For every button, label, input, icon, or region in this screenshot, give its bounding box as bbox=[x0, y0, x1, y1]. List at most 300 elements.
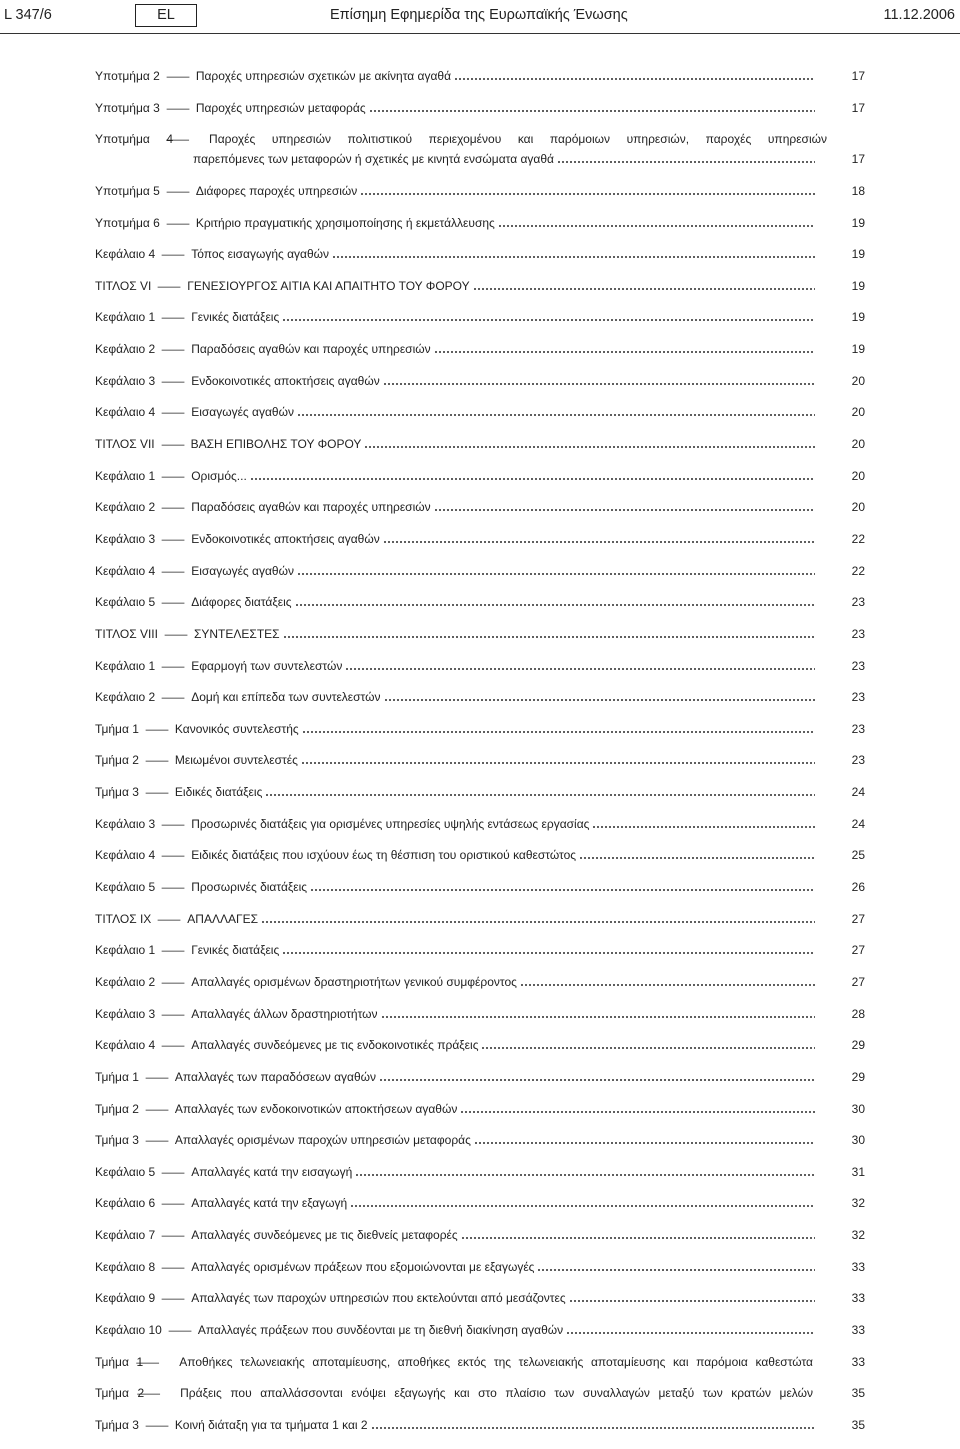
dot-leader bbox=[475, 1142, 815, 1144]
dash-separator: — bbox=[145, 1133, 169, 1148]
toc-entry-title: Απαλλαγές των παροχών υπηρεσιών που εκτελούνται από μεσάζοντες bbox=[191, 1291, 566, 1306]
toc-entry-title: Απαλλαγές κατά την εξαγωγή bbox=[191, 1196, 348, 1211]
toc-entry-prefix: Κεφάλαιο 2 bbox=[95, 690, 156, 705]
toc-entry-prefix: Τμήμα 1 bbox=[95, 721, 139, 736]
toc-entry-page: 20 bbox=[851, 373, 865, 388]
toc-entry-prefix: Κεφάλαιο 10 bbox=[95, 1322, 162, 1337]
dot-leader bbox=[435, 509, 815, 511]
toc-entry-label bbox=[95, 1132, 471, 1148]
toc-entry-page: 27 bbox=[851, 974, 865, 989]
toc-entry-page: 19 bbox=[851, 215, 865, 230]
toc-entry-title-continued: παρεπόμενες των μεταφορών ή σχετικές με κινητά ενσώματα αγαθά bbox=[193, 152, 554, 167]
dash-separator: — bbox=[161, 690, 185, 705]
toc-entry-title: Παραδόσεις αγαθών και παροχές υπηρεσιών bbox=[191, 500, 431, 515]
toc-entry-title: Διάφορες διατάξεις bbox=[191, 595, 292, 610]
toc-entry-prefix: Κεφάλαιο 2 bbox=[95, 974, 156, 989]
dot-leader bbox=[474, 288, 815, 290]
language-badge: EL bbox=[135, 4, 197, 27]
toc-entry-prefix: Κεφάλαιο 2 bbox=[95, 500, 156, 515]
toc-entry-label bbox=[95, 373, 380, 389]
dash-separator: — bbox=[161, 1228, 185, 1243]
dash-separator: — bbox=[161, 1196, 185, 1211]
toc-entry-prefix: Κεφάλαιο 9 bbox=[95, 1291, 156, 1306]
dash-separator: — bbox=[145, 753, 169, 768]
dash-separator: — bbox=[161, 373, 185, 388]
toc-entry-prefix: Κεφάλαιο 5 bbox=[95, 1164, 156, 1179]
dash-separator: — bbox=[168, 1322, 192, 1337]
dash-separator: — bbox=[157, 911, 181, 926]
dash-separator: — bbox=[161, 880, 185, 895]
toc-entry-title: Ειδικές διατάξεις bbox=[174, 785, 263, 800]
toc-entry bbox=[95, 1227, 865, 1243]
toc-entry-page: 29 bbox=[851, 1038, 865, 1053]
dot-leader bbox=[346, 668, 815, 670]
toc-entry bbox=[95, 784, 865, 800]
toc-entry-title: Παροχές υπηρεσιών πολιτιστικού περιεχομένου και παρόμοιων υπηρεσιών, παροχές υπηρεσιών bbox=[209, 132, 827, 147]
toc-entry-prefix: Κεφάλαιο 2 bbox=[95, 342, 156, 357]
toc-entry-page: 29 bbox=[851, 1069, 865, 1084]
toc-entry-prefix: Υποτμήμα 6 bbox=[95, 215, 160, 230]
dot-leader bbox=[382, 1016, 815, 1018]
dash-separator: — bbox=[161, 342, 185, 357]
toc-entry-page: 23 bbox=[851, 721, 865, 736]
toc-entry-label bbox=[95, 847, 576, 863]
dash-separator: — bbox=[145, 785, 169, 800]
toc-entry-prefix: ΤΙΤΛΟΣ IX bbox=[95, 911, 152, 926]
toc-entry-page: 26 bbox=[851, 880, 865, 895]
toc-entry-label bbox=[95, 1290, 566, 1306]
toc-entry-prefix: Υποτμήμα 3 bbox=[95, 100, 160, 115]
dash-separator: — bbox=[166, 132, 190, 147]
toc-entry-page: 20 bbox=[851, 405, 865, 420]
toc-entry-page: 23 bbox=[851, 690, 865, 705]
toc-entry-page: 22 bbox=[851, 563, 865, 578]
dot-leader bbox=[538, 1269, 815, 1271]
header-rule bbox=[0, 33, 960, 34]
toc-entry-prefix: Κεφάλαιο 5 bbox=[95, 880, 156, 895]
dot-leader bbox=[593, 826, 815, 828]
toc-entry-page: 33 bbox=[851, 1354, 865, 1369]
toc-entry-title: Παραδόσεις αγαθών και παροχές υπηρεσιών bbox=[191, 342, 431, 357]
toc-entry-prefix: ΤΙΤΛΟΣ VI bbox=[95, 278, 152, 293]
dot-leader bbox=[385, 699, 816, 701]
toc-entry-prefix: Κεφάλαιο 7 bbox=[95, 1228, 156, 1243]
dot-leader bbox=[558, 161, 815, 163]
toc-entry-prefix: Κεφάλαιο 3 bbox=[95, 373, 156, 388]
toc-entry bbox=[95, 879, 865, 895]
dash-separator: — bbox=[145, 721, 169, 736]
dash-separator: — bbox=[161, 1038, 185, 1053]
toc-entry-title: Ενδοκοινοτικές αποκτήσεις αγαθών bbox=[191, 531, 380, 546]
toc-entry bbox=[95, 752, 865, 768]
dot-leader bbox=[351, 1205, 815, 1207]
toc-entry-label bbox=[95, 658, 342, 674]
toc-entry-page: 24 bbox=[851, 785, 865, 800]
toc-entry-label bbox=[95, 1385, 813, 1401]
toc-entry bbox=[95, 942, 865, 958]
dash-separator: — bbox=[157, 278, 181, 293]
toc-entry-prefix: Τμήμα 1 bbox=[95, 1354, 144, 1369]
toc-entry-title: Ειδικές διατάξεις που ισχύουν έως τη θέσπιση του οριστικού καθεστώτος bbox=[191, 848, 577, 863]
dash-separator: — bbox=[161, 848, 185, 863]
toc-entry-page: 24 bbox=[851, 816, 865, 831]
toc-entry bbox=[95, 911, 865, 927]
toc-entry-label bbox=[95, 1164, 352, 1180]
toc-entry-label bbox=[95, 531, 380, 547]
issue-date: 11.12.2006 bbox=[883, 7, 955, 23]
dash-separator: — bbox=[161, 468, 185, 483]
dot-leader bbox=[266, 794, 815, 796]
toc-entry-page: 33 bbox=[851, 1259, 865, 1274]
toc-entry bbox=[95, 468, 865, 484]
dash-separator: — bbox=[166, 100, 190, 115]
dot-leader bbox=[570, 1300, 815, 1302]
toc-entry bbox=[95, 1322, 865, 1338]
toc-entry-label bbox=[95, 626, 280, 642]
dot-leader bbox=[380, 1079, 815, 1081]
dot-leader bbox=[521, 984, 815, 986]
toc-entry bbox=[95, 373, 865, 389]
toc-entry-title: Απαλλαγές άλλων δραστηριοτήτων bbox=[191, 1006, 378, 1021]
toc-entry-prefix: ΤΙΤΛΟΣ VIII bbox=[95, 626, 158, 641]
dot-leader bbox=[384, 383, 815, 385]
dash-separator: — bbox=[166, 69, 190, 83]
toc-entry bbox=[95, 246, 865, 262]
toc-entry-title: Παροχές υπηρεσιών μεταφοράς bbox=[195, 100, 366, 115]
toc-entry-page: 31 bbox=[851, 1164, 865, 1179]
toc-entry-page: 30 bbox=[851, 1101, 865, 1116]
toc-entry-label bbox=[95, 816, 589, 832]
toc-entry-prefix: Κεφάλαιο 3 bbox=[95, 816, 156, 831]
toc-entry-title: Απαλλαγές ορισμένων πράξεων που εξομοιώνονται με εξαγωγές bbox=[191, 1259, 535, 1274]
toc-entry-prefix: Τμήμα 2 bbox=[95, 753, 139, 768]
toc-entry-label bbox=[95, 100, 366, 116]
toc-entry-page: 23 bbox=[851, 658, 865, 673]
toc-entry-title: Τόπος εισαγωγής αγαθών bbox=[191, 247, 330, 262]
toc-entry-page: 28 bbox=[851, 1006, 865, 1021]
toc-entry-title: Απαλλαγές ορισμένων δραστηριοτήτων γενικού συμφέροντος bbox=[191, 974, 517, 989]
toc-entry-page: 20 bbox=[851, 500, 865, 515]
toc-entry-page: 17 bbox=[851, 100, 865, 115]
toc-entry-prefix: Υποτμήμα 5 bbox=[95, 183, 160, 198]
toc-entry bbox=[95, 626, 865, 642]
dash-separator: — bbox=[161, 974, 185, 989]
dot-leader bbox=[298, 573, 815, 575]
toc-entry bbox=[95, 1385, 865, 1401]
toc-entry-title: Απαλλαγές των ενδοκοινοτικών αποκτήσεων αγαθών bbox=[174, 1101, 458, 1116]
toc-entry-line bbox=[95, 151, 865, 167]
toc-entry-title: Απαλλαγές κατά την εισαγωγή bbox=[191, 1164, 353, 1179]
toc-entry-prefix: Κεφάλαιο 1 bbox=[95, 310, 156, 325]
toc-entry bbox=[95, 1069, 865, 1085]
toc-entry-page: 27 bbox=[851, 943, 865, 958]
toc-entry-title: Κριτήριο πραγματικής χρησιμοποίησης ή εκμετάλλευσης bbox=[195, 215, 495, 230]
toc-entry-title: ΒΑΣΗ ΕΠΙΒΟΛΗΣ ΤΟΥ ΦΟΡΟΥ bbox=[190, 437, 362, 452]
toc-entry-prefix: Κεφάλαιο 4 bbox=[95, 848, 156, 863]
toc-entry-prefix: Κεφάλαιο 8 bbox=[95, 1259, 156, 1274]
toc-entry-title: Απαλλαγές ορισμένων παροχών υπηρεσιών μεταφοράς bbox=[174, 1133, 471, 1148]
toc-entry-page: 19 bbox=[851, 278, 865, 293]
toc-entry-label bbox=[95, 246, 329, 262]
toc-entry-title: Μειωμένοι συντελεστές bbox=[174, 753, 298, 768]
toc-entry-label bbox=[95, 1195, 347, 1211]
table-of-contents bbox=[95, 68, 865, 1449]
dash-separator: — bbox=[161, 1259, 185, 1274]
toc-entry bbox=[95, 183, 865, 199]
toc-entry bbox=[95, 1037, 865, 1053]
dot-leader bbox=[435, 351, 815, 353]
dot-leader bbox=[455, 78, 815, 80]
dot-leader bbox=[365, 446, 815, 448]
toc-entry-prefix: Τμήμα 1 bbox=[95, 1069, 139, 1084]
toc-entry-label bbox=[95, 309, 279, 325]
dot-leader bbox=[356, 1174, 815, 1176]
toc-entry bbox=[95, 215, 865, 231]
toc-entry-title: Απαλλαγές των παραδόσεων αγαθών bbox=[174, 1069, 376, 1084]
toc-entry-title: ΑΠΑΛΛΑΓΕΣ bbox=[187, 911, 259, 926]
toc-entry-label bbox=[95, 68, 451, 84]
dash-separator: — bbox=[136, 1354, 160, 1369]
toc-entry bbox=[95, 974, 865, 990]
toc-entry-title: Εισαγωγές αγαθών bbox=[191, 405, 294, 420]
dot-leader bbox=[333, 256, 815, 258]
toc-entry-label bbox=[95, 1354, 813, 1370]
toc-entry-prefix: Κεφάλαιο 5 bbox=[95, 595, 156, 610]
toc-entry bbox=[95, 404, 865, 420]
dot-leader bbox=[283, 319, 815, 321]
toc-entry-title: Εισαγωγές αγαθών bbox=[191, 563, 294, 578]
toc-entry-label bbox=[95, 1069, 376, 1085]
dot-leader bbox=[284, 636, 815, 638]
dash-separator: — bbox=[166, 183, 190, 198]
toc-entry-label bbox=[95, 1259, 534, 1275]
dot-leader bbox=[302, 762, 815, 764]
toc-entry-prefix: Υποτμήμα 4 bbox=[95, 132, 174, 147]
toc-entry-prefix: Υποτμήμα 2 bbox=[95, 69, 160, 83]
toc-entry-label bbox=[95, 278, 470, 294]
toc-entry bbox=[95, 531, 865, 547]
dash-separator: — bbox=[161, 247, 185, 262]
toc-entry-label bbox=[95, 594, 292, 610]
dash-separator: — bbox=[161, 943, 185, 958]
toc-entry-title: Αποθήκες τελωνειακής αποταμίευσης, αποθήκες εκτός της τελωνειακής αποταμίευσης και παρόμοια καθεστώτα bbox=[179, 1354, 813, 1369]
dot-leader bbox=[370, 110, 815, 112]
toc-entry bbox=[95, 309, 865, 325]
toc-entry-title: Κοινή διάταξη για τα τμήματα 1 και 2 bbox=[174, 1417, 368, 1432]
dash-separator: — bbox=[145, 1417, 169, 1432]
toc-entry bbox=[95, 499, 865, 515]
toc-entry bbox=[95, 847, 865, 863]
toc-entry bbox=[95, 1006, 865, 1022]
toc-entry bbox=[95, 436, 865, 452]
dash-separator: — bbox=[161, 1164, 185, 1179]
toc-entry bbox=[95, 689, 865, 705]
toc-entry-prefix: Τμήμα 3 bbox=[95, 1417, 139, 1432]
dash-separator: — bbox=[161, 1006, 185, 1021]
toc-entry bbox=[95, 1132, 865, 1148]
dash-separator: — bbox=[161, 437, 185, 452]
toc-entry-page: 32 bbox=[851, 1228, 865, 1243]
dot-leader bbox=[567, 1332, 815, 1334]
dash-separator: — bbox=[161, 563, 185, 578]
toc-entry-page: 20 bbox=[851, 437, 865, 452]
toc-entry-prefix: Κεφάλαιο 4 bbox=[95, 405, 156, 420]
toc-entry-prefix: Τμήμα 3 bbox=[95, 1133, 139, 1148]
toc-entry-prefix: Κεφάλαιο 1 bbox=[95, 943, 156, 958]
toc-entry-title: Γενικές διατάξεις bbox=[191, 943, 280, 958]
toc-entry-label bbox=[95, 1417, 368, 1433]
dot-leader bbox=[372, 1427, 815, 1429]
toc-entry bbox=[95, 1354, 865, 1370]
dash-separator: — bbox=[161, 500, 185, 515]
toc-entry-prefix: Κεφάλαιο 4 bbox=[95, 247, 156, 262]
toc-entry-title: Δομή και επίπεδα των συντελεστών bbox=[191, 690, 381, 705]
toc-entry-page: 30 bbox=[851, 1133, 865, 1148]
toc-entry bbox=[95, 1195, 865, 1211]
toc-entry-label bbox=[95, 563, 294, 579]
toc-entry-title: Απαλλαγές πράξεων που συνδέονται με τη διεθνή διακίνηση αγαθών bbox=[197, 1322, 564, 1337]
dash-separator: — bbox=[161, 658, 185, 673]
toc-entry-page: 35 bbox=[851, 1417, 865, 1432]
toc-entry-label bbox=[95, 911, 258, 927]
toc-entry-page: 23 bbox=[851, 595, 865, 610]
toc-entry-label bbox=[95, 689, 381, 705]
toc-entry-title: ΓΕΝΕΣΙΟΥΡΓΟΣ ΑΙΤΙΑ ΚΑΙ ΑΠΑΙΤΗΤΟ ΤΟΥ ΦΟΡΟΥ bbox=[187, 278, 470, 293]
dash-separator: — bbox=[166, 215, 190, 230]
toc-entry-label bbox=[95, 1322, 563, 1338]
toc-entry-prefix: Κεφάλαιο 1 bbox=[95, 658, 156, 673]
dash-separator: — bbox=[145, 1069, 169, 1084]
toc-entry-page: 33 bbox=[851, 1322, 865, 1337]
dot-leader bbox=[461, 1111, 815, 1113]
toc-entry bbox=[95, 1290, 865, 1306]
toc-entry-prefix: Κεφάλαιο 4 bbox=[95, 1038, 156, 1053]
dash-separator: — bbox=[164, 626, 188, 641]
page-reference: L 347/6 bbox=[4, 7, 52, 23]
dash-separator: — bbox=[161, 310, 185, 325]
toc-entry bbox=[95, 131, 865, 167]
toc-entry-page: 19 bbox=[851, 247, 865, 262]
toc-entry-prefix: Τμήμα 2 bbox=[95, 1386, 145, 1401]
toc-entry-title: Ενδοκοινοτικές αποκτήσεις αγαθών bbox=[191, 373, 380, 388]
dash-separator: — bbox=[161, 1291, 185, 1306]
toc-entry bbox=[95, 1417, 865, 1433]
toc-entry-label bbox=[95, 499, 431, 515]
toc-entry-label bbox=[95, 436, 361, 452]
dot-leader bbox=[361, 193, 815, 195]
toc-entry-label bbox=[95, 215, 495, 231]
toc-entry-label bbox=[95, 1227, 458, 1243]
toc-entry-page: 17 bbox=[851, 69, 865, 83]
toc-entry-label bbox=[95, 942, 279, 958]
toc-entry-label bbox=[95, 468, 247, 484]
dot-leader bbox=[296, 604, 815, 606]
toc-entry-label bbox=[95, 721, 299, 737]
toc-entry-title: Πράξεις που απαλλάσσονται ενόψει εξαγωγής και στο πλαίσιο των συναλλαγών μεταξύ των κρατών μελών bbox=[180, 1386, 813, 1401]
toc-entry-title: Γενικές διατάξεις bbox=[191, 310, 280, 325]
toc-entry-label bbox=[95, 974, 517, 990]
dash-separator: — bbox=[145, 1101, 169, 1116]
toc-entry bbox=[95, 1259, 865, 1275]
toc-entry bbox=[95, 68, 865, 84]
toc-entry bbox=[95, 341, 865, 357]
toc-entry-page: 33 bbox=[851, 1291, 865, 1306]
dot-leader bbox=[283, 952, 815, 954]
dot-leader bbox=[482, 1047, 815, 1049]
toc-entry-line bbox=[95, 131, 827, 147]
toc-entry-prefix: Κεφάλαιο 3 bbox=[95, 1006, 156, 1021]
toc-entry bbox=[95, 594, 865, 610]
toc-entry bbox=[95, 100, 865, 116]
dot-leader bbox=[499, 225, 815, 227]
toc-entry bbox=[95, 563, 865, 579]
toc-entry-title: Απαλλαγές συνδεόμενες με τις διεθνείς μεταφορές bbox=[191, 1228, 458, 1243]
toc-entry-label bbox=[95, 1006, 378, 1022]
dash-separator: — bbox=[161, 595, 185, 610]
toc-entry-label bbox=[95, 1037, 478, 1053]
toc-entry-page: 23 bbox=[851, 753, 865, 768]
dot-leader bbox=[298, 414, 815, 416]
toc-entry-page: 22 bbox=[851, 531, 865, 546]
toc-entry-page: 19 bbox=[851, 342, 865, 357]
toc-entry bbox=[95, 278, 865, 294]
toc-entry-label bbox=[95, 752, 298, 768]
dash-separator: — bbox=[161, 531, 185, 546]
toc-entry-label bbox=[95, 784, 262, 800]
toc-entry-prefix: Κεφάλαιο 6 bbox=[95, 1196, 156, 1211]
toc-entry-title: Ορισμός... bbox=[191, 468, 247, 483]
journal-title: Επίσημη Εφημερίδα της Ευρωπαϊκής Ένωσης bbox=[330, 7, 628, 23]
dot-leader bbox=[303, 731, 815, 733]
toc-entry bbox=[95, 1101, 865, 1117]
toc-entry-prefix: Τμήμα 2 bbox=[95, 1101, 139, 1116]
toc-entry-title: Παροχές υπηρεσιών σχετικών με ακίνητα αγαθά bbox=[195, 69, 452, 83]
toc-entry bbox=[95, 1164, 865, 1180]
toc-entry-page: 32 bbox=[851, 1196, 865, 1211]
toc-entry bbox=[95, 658, 865, 674]
dot-leader bbox=[311, 889, 815, 891]
toc-entry-title: ΣΥΝΤΕΛΕΣΤΕΣ bbox=[193, 626, 280, 641]
toc-entry-title: Προσωρινές διατάξεις bbox=[191, 880, 308, 895]
toc-entry-title: Προσωρινές διατάξεις για ορισμένες υπηρεσίες υψηλής εντάσεως εργασίας bbox=[191, 816, 590, 831]
dot-leader bbox=[580, 857, 815, 859]
dot-leader bbox=[384, 541, 815, 543]
toc-entry-prefix: Κεφάλαιο 4 bbox=[95, 563, 156, 578]
toc-entry-label bbox=[95, 183, 357, 199]
toc-entry-label bbox=[95, 404, 294, 420]
dash-separator: — bbox=[137, 1386, 161, 1401]
toc-entry-page: 19 bbox=[851, 310, 865, 325]
toc-entry-title: Εφαρμογή των συντελεστών bbox=[191, 658, 343, 673]
toc-entry-title: Διάφορες παροχές υπηρεσιών bbox=[195, 183, 358, 198]
toc-entry-page: 20 bbox=[851, 468, 865, 483]
toc-entry bbox=[95, 816, 865, 832]
toc-entry-prefix: Κεφάλαιο 1 bbox=[95, 468, 156, 483]
toc-entry-label bbox=[95, 879, 307, 895]
toc-entry bbox=[95, 721, 865, 737]
toc-entry-title: Κανονικός συντελεστής bbox=[174, 721, 299, 736]
toc-entry-prefix: Τμήμα 3 bbox=[95, 785, 139, 800]
dash-separator: — bbox=[161, 816, 185, 831]
toc-entry-page: 23 bbox=[851, 626, 865, 641]
dash-separator: — bbox=[161, 405, 185, 420]
toc-entry-page: 27 bbox=[851, 911, 865, 926]
toc-entry-page: 18 bbox=[851, 183, 865, 198]
toc-entry-page: 35 bbox=[851, 1386, 865, 1401]
toc-entry-title: Απαλλαγές συνδεόμενες με τις ενδοκοινοτικές πράξεις bbox=[191, 1038, 479, 1053]
toc-entry-prefix: Κεφάλαιο 3 bbox=[95, 531, 156, 546]
toc-entry-prefix: ΤΙΤΛΟΣ VII bbox=[95, 437, 155, 452]
